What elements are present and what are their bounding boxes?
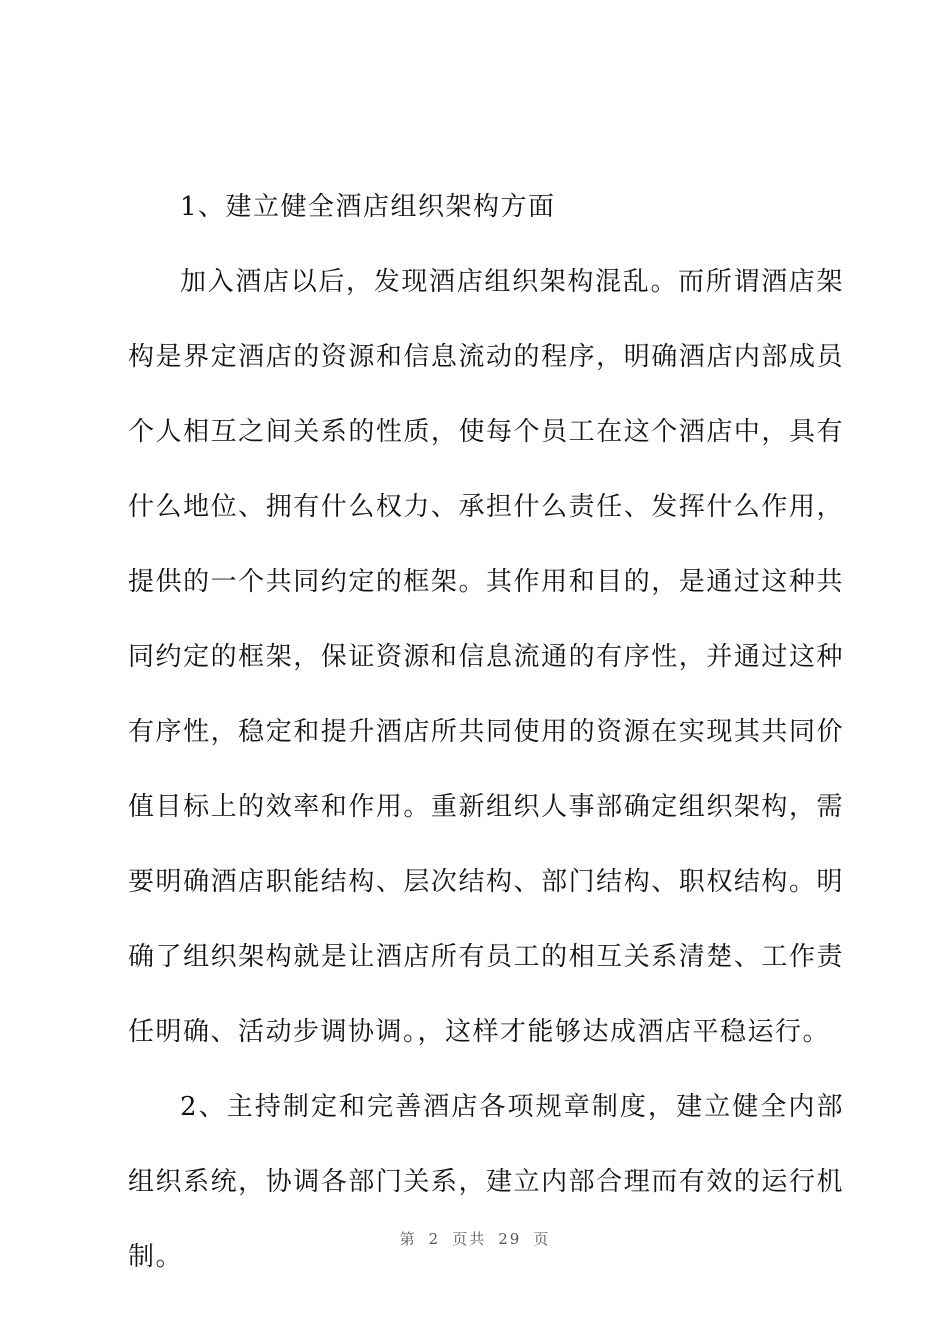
page-footer — [0, 1228, 950, 1249]
footer-total-pages: 29 — [498, 1230, 522, 1248]
paragraph-heading-1: 1、建立健全酒店组织架构方面 — [180, 192, 556, 222]
paragraph-1: 加入酒店以后，发现酒店组织架构混乱。而所谓酒店架构是界定酒店的资源和信息流动的程序，明确酒店内部成员个人相互之间关系的性质，使每个员工在这个酒店中，具有什么地位、拥有什么权力、承担什么责任、发挥什么作用，提供的一个共同约定的框架。其作用和目的，是通过这种共同约定的框架，保证资源和信息流通的有序性，并通过这种有序性，稳定和提升酒店所共同使用的资源在实现其共同价值目标上的效率和作用。重新组织人事部确定组织架构，需要明确酒店职能结构、层次结构、部门结构、职权结构。明确了组织架构就是让酒店所有员工的相互关系清楚、工作责任明确、活动步调协调。，这样才能够达成酒店平稳运行。 — [128, 267, 844, 1047]
paragraph-heading-2: 2、主持制定和完善酒店各项规章制度，建立健全内部组织系统，协调各部门关系，建立内部合理而有效的运行机制。 — [128, 1092, 844, 1272]
document-body — [128, 170, 844, 1295]
footer-middle: 页共 — [452, 1230, 487, 1248]
footer-prefix: 第 — [399, 1230, 417, 1248]
footer-suffix: 页 — [533, 1230, 551, 1248]
footer-page-number: 2 — [428, 1230, 441, 1248]
